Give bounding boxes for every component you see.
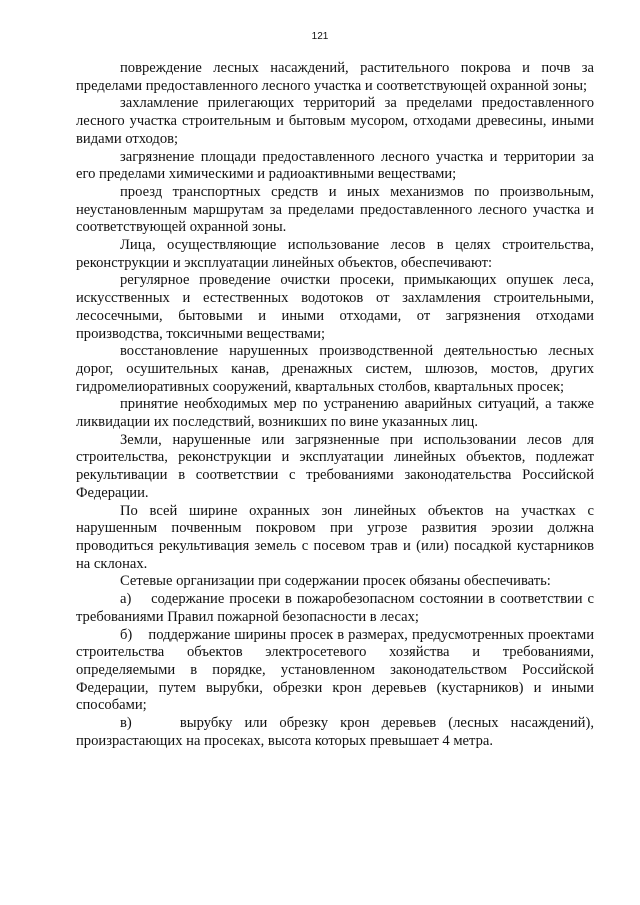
- paragraph: Сетевые организации при содержании просек обязаны обеспечивать:: [120, 573, 551, 590]
- paragraph: принятие необходимых мер по устранению аварийных ситуаций, а также ликвидации их последствий, возникших по вине указанных лиц.: [76, 396, 594, 431]
- document-body: [76, 60, 594, 750]
- list-item-a: а) содержание просеки в пожаробезопасном состоянии в соответствии с требованиями Правил пожарной безопасности в лесах;: [76, 591, 594, 625]
- paragraph: восстановление нарушенных производственной деятельностью лесных дорог, осушительных канав, дренажных систем, шлюзов, мостов, других гидромелиоративных сооружений, квартальных столбов, квартальных просек;: [76, 343, 594, 395]
- paragraph: регулярное проведение очистки просеки, примыкающих опушек леса, искусственных и естественных водотоков от захламления строительными, лесосечными, бытовыми и иными отходами, от загрязнения отходами производства, токсичными веществами;: [76, 272, 594, 342]
- paragraph: проезд транспортных средств и иных механизмов по произвольным, неустановленным маршрутам за пределами предоставленного лесного участка и соответствующей охранной зоны.: [76, 183, 594, 236]
- paragraph: Лица, осуществляющие использование лесов в целях строительства, реконструкции и эксплуатации линейных объектов, обеспечивают:: [76, 237, 594, 271]
- list-item-b: б) поддержание ширины просек в размерах, предусмотренных проектами строительства объектов электросетевого хозяйства и требованиями, определяемыми в порядке, установленном законодательством Российской Федерации, путем вырубки, обрезки крон деревьев (кустарников) и иными способами;: [76, 626, 594, 714]
- list-item-v: в) вырубку или обрезку крон деревьев (лесных насаждений), произрастающих на просеках, высота которых превышает 4 метра.: [76, 715, 594, 749]
- paragraph: По всей ширине охранных зон линейных объектов на участках с нарушенным почвенным покровом при угрозе развития эрозии должна проводиться рекультивация земель с посевом трав и (или) посадкой кустарников на склонах.: [76, 502, 594, 572]
- paragraph: повреждение лесных насаждений, растительного покрова и почв за пределами предоставленного лесного участка и соответствующей охранной зоны;: [76, 60, 594, 94]
- paragraph: Земли, нарушенные или загрязненные при использовании лесов для строительства, реконструкции и эксплуатации линейных объектов, подлежат рекультивации в соответствии с требованиями законодательства Российской Федерации.: [76, 431, 594, 501]
- paragraph: захламление прилегающих территорий за пределами предоставленного лесного участка строительным и бытовым мусором, отходами древесины, иными видами отходов;: [76, 95, 594, 147]
- paragraph: загрязнение площади предоставленного лесного участка и территории за его пределами химическими и радиоактивными веществами;: [76, 148, 594, 183]
- page-number: 121: [311, 31, 329, 42]
